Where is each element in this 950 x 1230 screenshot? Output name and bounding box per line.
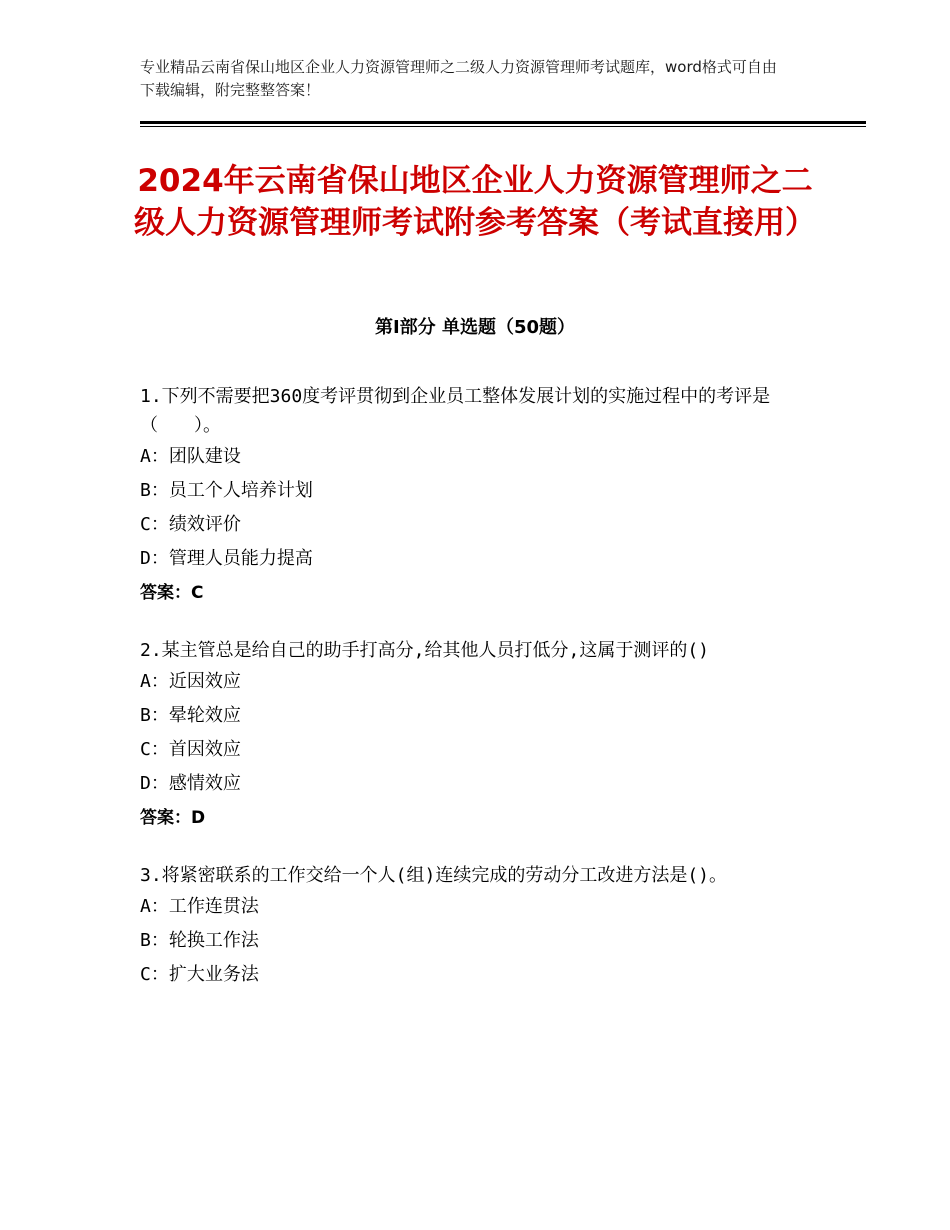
answer: 答案：D (140, 808, 206, 828)
option-d: D：感情效应 (140, 773, 241, 794)
question-stem: 1.下列不需要把360度考评贯彻到企业员工整体发展计划的实施过程中的考评是（ ）。 (140, 386, 771, 436)
question-list (140, 382, 810, 1018)
question-stem: 3.将紧密联系的工作交给一个人(组)连续完成的劳动分工改进方法是()。 (140, 865, 728, 886)
option-a: A：工作连贯法 (140, 896, 259, 917)
option-a: A：团队建设 (140, 446, 241, 467)
option-b: B：晕轮效应 (140, 705, 241, 726)
option-b: B：员工个人培养计划 (140, 480, 313, 501)
option-a: A：近因效应 (140, 671, 241, 692)
answer: 答案：C (140, 583, 204, 603)
option-b: B：轮换工作法 (140, 930, 259, 951)
option-c: C：绩效评价 (140, 514, 241, 535)
question-stem: 2.某主管总是给自己的助手打高分,给其他人员打低分,这属于测评的() (140, 640, 710, 661)
question-2 (140, 636, 810, 835)
section-heading: 第Ⅰ部分 单选题（50题） (374, 317, 575, 338)
question-1 (140, 382, 810, 610)
header-note: 专业精品云南省保山地区企业人力资源管理师之二级人力资源管理师考试题库，word格式可自由下载编辑，附完整整答案！ (140, 58, 777, 99)
document-title: 2024年云南省保山地区企业人力资源管理师之二级人力资源管理师考试附参考答案（考试直接用） (134, 163, 816, 241)
header-rule-thin (140, 126, 866, 127)
option-d: D：管理人员能力提高 (140, 548, 313, 569)
option-c: C：首因效应 (140, 739, 241, 760)
question-3 (140, 861, 810, 992)
option-c: C：扩大业务法 (140, 964, 259, 985)
header-rule-thick (140, 121, 866, 124)
